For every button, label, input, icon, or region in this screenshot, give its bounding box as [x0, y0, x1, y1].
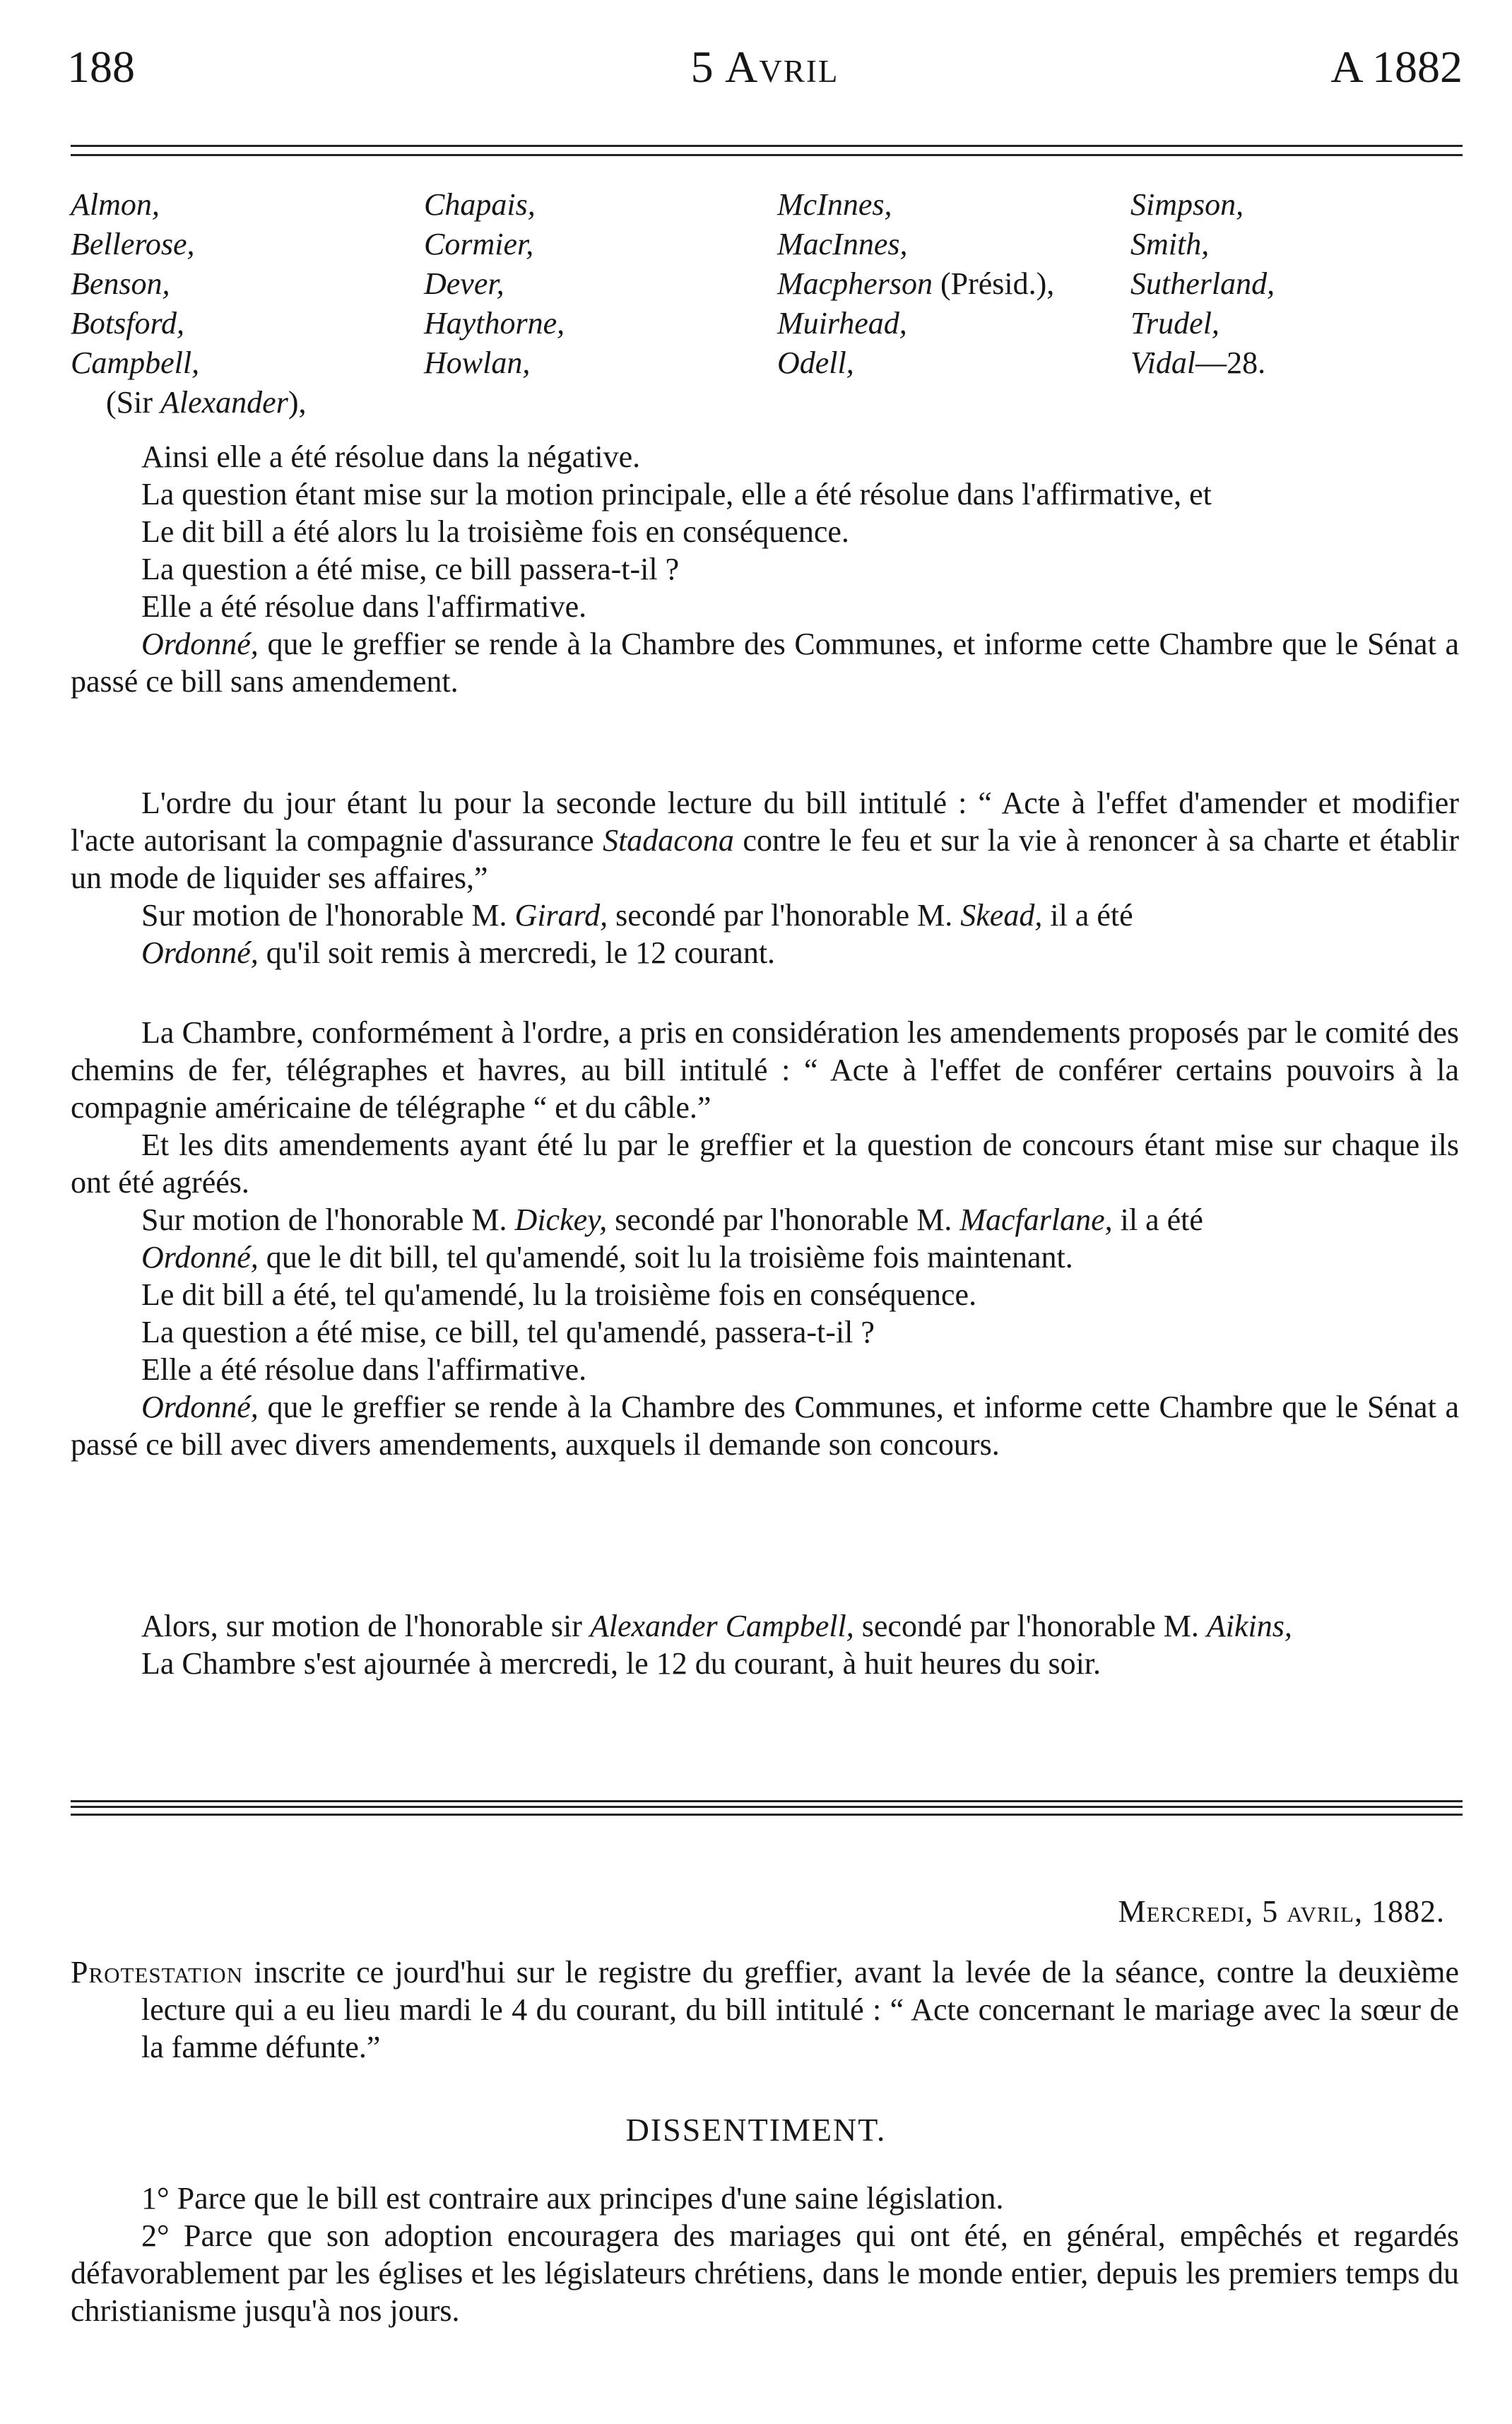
paragraph: Ordonné, qu'il soit remis à mercredi, le 12 courant.	[141, 935, 776, 970]
paragraph: Le dit bill a été, tel qu'amendé, lu la troisième fois en conséquence.	[141, 1277, 977, 1312]
name-entry: Botsford,	[71, 306, 184, 341]
paragraph: Sur motion de l'honorable M. Girard, secondé par l'honorable M. Skead, il a été	[141, 898, 1133, 933]
names-column-2	[424, 185, 565, 383]
name-entry: Simpson,	[1130, 187, 1244, 222]
name-entry: Muirhead,	[777, 306, 907, 341]
paragraph: Elle a été résolue dans l'affirmative.	[141, 1352, 587, 1387]
name-entry: Bellerose,	[71, 227, 195, 261]
name-entry: Smith,	[1130, 227, 1210, 261]
name-entry: Sutherland,	[1130, 266, 1275, 301]
name-entry-last: Vidal—28.	[1130, 345, 1266, 380]
dissent-reasons	[71, 2180, 1459, 2329]
name-entry: Almon,	[71, 187, 160, 222]
page-header	[67, 41, 1463, 97]
header-year: A 1882	[1330, 42, 1463, 92]
name-entry: MacInnes,	[777, 227, 908, 261]
name-entry: Campbell,	[71, 345, 200, 380]
header-date: 5 Avril	[690, 42, 839, 92]
paragraph: Ordonné, que le dit bill, tel qu'amendé, soit lu la troisième fois maintenant.	[141, 1240, 1073, 1275]
section-rule	[71, 1800, 1463, 1816]
name-entry: Benson,	[71, 266, 170, 301]
paragraph: Ordonné, que le greffier se rende à la Chambre des Communes, et informe cette Chambre que le Sénat a passé ce bill sans amendement.	[71, 627, 1459, 699]
name-entry: Chapais,	[424, 187, 536, 222]
section-adjournment	[71, 1607, 1459, 1682]
paragraph: La question a été mise, ce bill passera-t-il ?	[141, 552, 680, 586]
paragraph: Le dit bill a été alors lu la troisième fois en conséquence.	[141, 514, 849, 549]
names-column-1	[71, 185, 306, 422]
names-column-3	[777, 185, 1054, 383]
name-entry: Cormier,	[424, 227, 534, 261]
paragraph: Ordonné, que le greffier se rende à la Chambre des Communes, et informe cette Chambre que le Sénat a passé ce bill avec divers amendements, auxquels il demande son concours.	[71, 1390, 1459, 1462]
paragraph: La Chambre, conformément à l'ordre, a pris en considération les amendements proposés par le comité des chemins de fer, télégraphes et havres, au bill intitulé : “ Acte à l'effet de conférer certains pouvoirs à la compagnie américaine de télégraphe “ et du câble.”	[71, 1015, 1459, 1125]
section-vote-result	[71, 438, 1459, 700]
protestation	[71, 1953, 1459, 2066]
dissent-heading: DISSENTIMENT.	[625, 2112, 887, 2148]
paragraph: La question étant mise sur la motion principale, elle a été résolue dans l'affirmative, et	[141, 477, 1212, 512]
section-stadacona-bill	[71, 784, 1459, 971]
paragraph: Elle a été résolue dans l'affirmative.	[141, 589, 587, 624]
paragraph: La question a été mise, ce bill, tel qu'amendé, passera-t-il ?	[141, 1315, 875, 1349]
header-rule	[71, 145, 1463, 156]
name-entry: Dever,	[424, 266, 504, 301]
page-number: 188	[67, 42, 135, 92]
paragraph: La Chambre s'est ajournée à mercredi, le 12 du courant, à huit heures du soir.	[141, 1646, 1101, 1681]
session-date: Mercredi, 5 avril, 1882.	[1118, 1894, 1445, 1929]
name-entry: Trudel,	[1130, 306, 1219, 341]
paragraph: Protestation inscrite ce jourd'hui sur le registre du greffier, avant la levée de la séance, contre la deuxième lecture qui a eu lieu mardi le 4 du courant, du bill intitulé : “ Acte concernant le mariage avec la sœur de la famme défunte.”	[71, 1955, 1459, 2064]
name-entry: Odell,	[777, 345, 854, 380]
name-entry-president: Macpherson (Présid.),	[777, 266, 1055, 301]
paragraph: Alors, sur motion de l'honorable sir Alexander Campbell, secondé par l'honorable M. Aikins,	[141, 1609, 1292, 1643]
vote-names-table	[71, 185, 1470, 420]
paragraph: 1° Parce que le bill est contraire aux principes d'une saine législation.	[141, 2181, 1004, 2216]
paragraph: Ainsi elle a été résolue dans la négative.	[141, 439, 641, 474]
paragraph: Et les dits amendements ayant été lu par le greffier et la question de concours étant mise sur chaque ils ont été agréés.	[71, 1128, 1459, 1200]
names-column-4	[1130, 185, 1275, 383]
name-entry-sub: (Sir Alexander),	[106, 385, 307, 420]
section-telegraph-bill	[71, 1014, 1459, 1463]
name-entry: Howlan,	[424, 345, 531, 380]
paragraph: L'ordre du jour étant lu pour la seconde lecture du bill intitulé : “ Acte à l'effet d'amender et modifier l'acte autorisant la compagnie d'assurance Stadacona contre le feu et sur la vie à renoncer à sa charte et établir un mode de liquider ses affaires,”	[71, 786, 1459, 895]
paragraph: 2° Parce que son adoption encouragera des mariages qui ont été, en général, empêchés et regardés défavorablement par les églises et les législateurs chrétiens, dans le monde entier, depuis les premiers temps du christianisme jusqu'à nos jours.	[71, 2218, 1459, 2328]
name-entry: Haythorne,	[424, 306, 565, 341]
name-entry: McInnes,	[777, 187, 892, 222]
paragraph: Sur motion de l'honorable M. Dickey, secondé par l'honorable M. Macfarlane, il a été	[141, 1202, 1203, 1237]
